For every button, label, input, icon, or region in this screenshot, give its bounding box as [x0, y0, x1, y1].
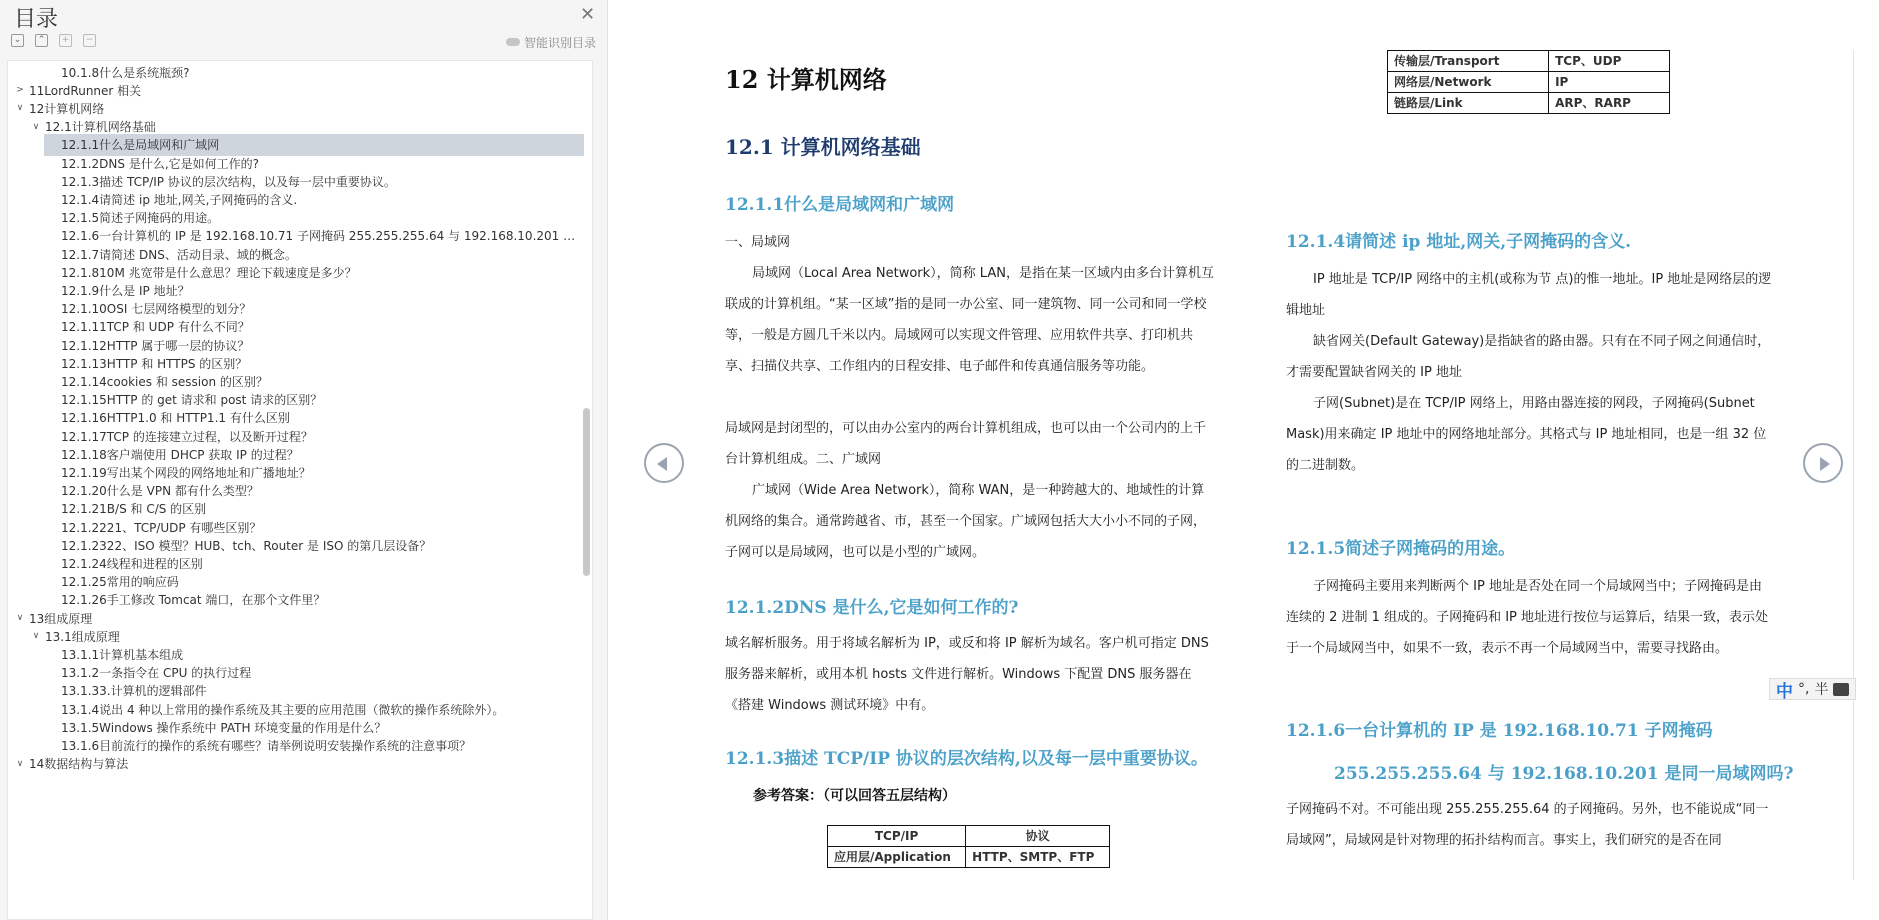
- heading-12-1-4: 12.1.4请简述 ip 地址,网关,子网掩码的含义.: [1286, 232, 1632, 252]
- prev-page-button[interactable]: [644, 443, 684, 483]
- ime-width[interactable]: 半: [1814, 682, 1829, 698]
- page-divider: [1853, 50, 1854, 880]
- toc-item-label: 12.1.7请简述 DNS、活动目录、域的概念。: [61, 247, 297, 262]
- heading-12-1-6: 12.1.6一台计算机的 IP 是 192.168.10.71 子网掩码: [1286, 721, 1713, 741]
- toc-item-label: 12.1.14cookies 和 session 的区别？: [61, 374, 268, 389]
- shirt-icon[interactable]: [1833, 683, 1849, 696]
- toc-item-label: 12.1计算机网络基础: [45, 120, 156, 135]
- toc-panel: [0, 0, 608, 920]
- toc-item-label: 12.1.2322、ISO 模型？HUB、tch、Router 是 ISO 的第几层设备？: [61, 538, 432, 553]
- paragraph: 子网掩码不对。不可能出现 255.255.255.64 的子网掩码。另外，也不能说成“同一局域网”，局域网是针对物理的拓扑结构而言。事实上，我们研究的是否在同: [1286, 802, 1769, 848]
- section-title: 12.1 计算机网络基础: [725, 135, 921, 159]
- toc-item-label: 12.1.810M 兆宽带是什么意思？理论下载速度是多少？: [61, 265, 357, 280]
- toc-item-label: 13.1.5Windows 操作系统中 PATH 环境变量的作用是什么？: [61, 720, 387, 735]
- table-cell: 网络层/Network: [1388, 72, 1549, 93]
- paragraph: 一、局域网: [725, 235, 791, 250]
- toc-item-label: 10.1.8什么是系统瓶颈?: [61, 65, 190, 80]
- chevron-down-icon[interactable]: ∨: [16, 613, 24, 623]
- heading-12-1-6-cont: 255.255.255.64 与 192.168.10.201 是同一局域网吗?: [1334, 764, 1794, 784]
- expand-all-icon[interactable]: ⌃: [35, 34, 48, 47]
- toc-item-label: 12.1.2DNS 是什么,它是如何工作的?: [61, 156, 260, 171]
- toc-item-label: 12.1.15HTTP 的 get 请求和 post 请求的区别？: [61, 393, 323, 408]
- table-cell: IP: [1549, 72, 1670, 93]
- cloud-icon: [506, 38, 520, 46]
- next-page-button[interactable]: [1803, 443, 1843, 483]
- table-header-cell: TCP/IP: [828, 826, 966, 847]
- chevron-right-icon[interactable]: >: [16, 85, 24, 96]
- add-icon[interactable]: +: [59, 34, 72, 47]
- toc-item-label: 12.1.3描述 TCP/IP 协议的层次结构，以及每一层中重要协议。: [61, 174, 396, 189]
- toc-item-label: 12.1.2221、TCP/UDP 有哪些区别？: [61, 520, 262, 535]
- paragraph: 缺省网关(Default Gateway)是指缺省的路由器。只有在不同子网之间通信时，才需要配置缺省网关的 IP 地址: [1286, 334, 1771, 380]
- toc-item-label: 12.1.6一台计算机的 IP 是 192.168.10.71 子网掩码 255.255.255.64 与 192.168.10.201 …: [61, 229, 576, 244]
- table-cell: HTTP、SMTP、FTP: [966, 847, 1110, 868]
- toc-item-label: 13组成原理: [29, 611, 93, 626]
- toc-item-label: 14数据结构与算法: [29, 757, 129, 772]
- arrow-right-icon: [1820, 457, 1830, 471]
- toc-item-label: 12.1.25常用的响应码: [61, 575, 179, 590]
- paragraph: 子网掩码主要用来判断两个 IP 地址是否处在同一个局域网当中；子网掩码是由连续的 2 进制 1 组成的。子网掩码和 IP 地址进行按位与运算后，结果一致，表示处于一个局域网当中，如果不一致，表示不再一个局域网当中，需要寻找路由。: [1286, 579, 1769, 656]
- toc-item-label: 12.1.12HTTP 属于哪一层的协议？: [61, 338, 250, 353]
- protocol-table-part2: [1387, 50, 1670, 114]
- toc-item-label: 12.1.18客户端使用 DHCP 获取 IP 的过程？: [61, 447, 299, 462]
- toc-item-label: 12.1.26手工修改 Tomcat 端口，在那个文件里？: [61, 593, 326, 608]
- toc-item-label: 13.1.2一条指令在 CPU 的执行过程: [61, 666, 252, 681]
- paragraph: IP 地址是 TCP/IP 网络中的主机(或称为节 点)的惟一地址。IP 地址是网络层的逻辑地址: [1286, 272, 1772, 318]
- chapter-title: 12 计算机网络: [725, 65, 887, 94]
- table-cell: 传输层/Transport: [1388, 51, 1549, 72]
- table-cell: TCP、UDP: [1549, 51, 1670, 72]
- protocol-table-part1: [827, 825, 1110, 868]
- chevron-down-icon[interactable]: ∨: [32, 121, 40, 132]
- toc-title: 目录: [14, 7, 59, 32]
- toc-item-label: 13.1.4说出 4 种以上常用的操作系统及其主要的应用范围（微软的操作系统除外）。: [61, 702, 505, 717]
- toc-item-label: 12计算机网络: [29, 101, 105, 116]
- toc-item-label: 11LordRunner 相关: [29, 83, 142, 98]
- chevron-down-icon[interactable]: ∨: [32, 631, 40, 642]
- toc-item-label: 13.1.33.计算机的逻辑部件: [61, 684, 207, 699]
- paragraph: 子网(Subnet)是在 TCP/IP 网络上，用路由器连接的网段，子网掩码(Subnet Mask)用来确定 IP 地址中的网络地址部分。其格式与 IP 地址相同，也是一组 32 位的二进制数。: [1286, 396, 1767, 473]
- heading-12-1-5: 12.1.5简述子网掩码的用途。: [1286, 539, 1516, 559]
- toc-item-label: 12.1.13HTTP 和 HTTPS 的区别？: [61, 356, 248, 371]
- chevron-down-icon[interactable]: ∨: [16, 103, 24, 114]
- table-header-cell: 协议: [966, 826, 1110, 847]
- toc-item-label: 13.1.1计算机基本组成: [61, 647, 184, 662]
- toc-item-label: 13.1组成原理: [45, 629, 120, 644]
- toc-list[interactable]: [7, 60, 593, 920]
- toc-item[interactable]: [8, 753, 584, 775]
- toc-item-label: 12.1.24线程和进程的区别: [61, 556, 203, 571]
- toc-item-label: 12.1.10OSI 七层网络模型的划分？: [61, 302, 252, 317]
- smart-toc-button[interactable]: [506, 34, 596, 51]
- document-view: [608, 0, 1879, 920]
- ime-punct[interactable]: °,: [1798, 681, 1810, 697]
- paragraph: 域名解析服务。用于将域名解析为 IP，或反和将 IP 解析为域名。客户机可指定 DNS 服务器来解析，或用本机 hosts 文件进行解析。Windows 下配置 DNS 服务器在《搭建 Windows 测试环境》中有。: [725, 636, 1209, 713]
- toc-item-label: 12.1.17TCP 的连接建立过程，以及断开过程？: [61, 429, 313, 444]
- ime-lang[interactable]: 中: [1776, 681, 1793, 702]
- close-icon[interactable]: ✕: [580, 4, 596, 25]
- collapse-all-icon[interactable]: ⌄: [11, 34, 24, 47]
- toc-item-label: 12.1.9什么是 IP 地址？: [61, 283, 190, 298]
- heading-12-1-3: 12.1.3描述 TCP/IP 协议的层次结构,以及每一层中重要协议。: [725, 749, 1208, 769]
- smart-toc-label: 智能识别目录: [524, 36, 597, 50]
- paragraph: 广域网（Wide Area Network），简称 WAN，是一种跨越大的、地域性的计算机网络的集合。通常跨越省、市，甚至一个国家。广域网包括大大小小不同的子网，子网可以是局域网，也可以是小型的广域网。: [725, 483, 1207, 560]
- toc-item-label: 12.1.21B/S 和 C/S 的区别: [61, 502, 207, 517]
- ime-toolbar[interactable]: [1769, 678, 1856, 700]
- table-cell: 应用层/Application: [828, 847, 966, 868]
- heading-12-1-1: 12.1.1什么是局域网和广域网: [725, 195, 955, 215]
- heading-12-1-2: 12.1.2DNS 是什么,它是如何工作的?: [725, 598, 1019, 618]
- toc-item-label: 12.1.4请简述 ip 地址,网关,子网掩码的含义.: [61, 192, 298, 207]
- paragraph: 局域网（Local Area Network），简称 LAN，是指在某一区域内由多台计算机互联成的计算机组。“某一区域”指的是同一办公室、同一建筑物、同一公司和同一学校等，一般是方圆几千米以内。局域网可以实现文件管理、应用软件共享、打印机共享、扫描仪共享、工作组内的日程安排、电子邮件和传真通信服务等功能。: [725, 266, 1214, 374]
- toc-item-label: 12.1.11TCP 和 UDP 有什么不同？: [61, 320, 250, 335]
- toc-item-label: 12.1.20什么是 VPN 都有什么类型？: [61, 484, 259, 499]
- remove-icon[interactable]: −: [83, 34, 96, 47]
- table-cell: 链路层/Link: [1388, 93, 1549, 114]
- answer-note: 参考答案：（可以回答五层结构）: [753, 788, 956, 804]
- toc-item-label: 12.1.1什么是局域网和广域网: [61, 138, 220, 153]
- toc-item-label: 12.1.16HTTP1.0 和 HTTP1.1 有什么区别: [61, 411, 290, 426]
- chevron-down-icon[interactable]: ∨: [16, 758, 24, 769]
- toc-scrollbar[interactable]: [583, 408, 590, 576]
- paragraph: 局域网是封闭型的，可以由办公室内的两台计算机组成，也可以由一个公司内的上千台计算机组成。二、广域网: [725, 421, 1207, 467]
- arrow-left-icon: [657, 457, 667, 471]
- toc-item-label: 12.1.5简述子网掩码的用途。: [61, 211, 220, 226]
- table-cell: ARP、RARP: [1549, 93, 1670, 114]
- toc-item-label: 13.1.6目前流行的操作的系统有哪些？请举例说明安装操作系统的注意事项？: [61, 738, 472, 753]
- toc-item-label: 12.1.19写出某个网段的网络地址和广播地址？: [61, 465, 311, 480]
